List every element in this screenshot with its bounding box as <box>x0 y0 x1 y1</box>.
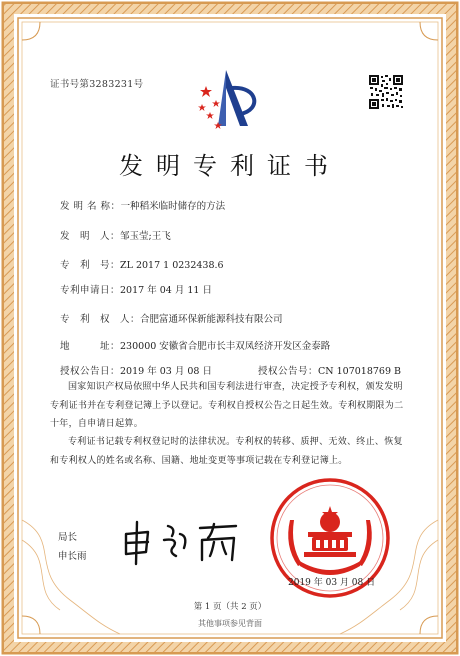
field-address <box>60 338 330 352</box>
field-patent-number <box>60 257 224 271</box>
bottom-note: 其他事项参见背面 <box>198 619 262 628</box>
statement-paragraph-1: 国家知识产权局依照中华人民共和国专利法进行审查，决定授予专利权，颁发发明专利证书并在专利登记簿上予以登记。专利权自授权公告之日起生效。专利权期限为二十年，自申请日起算。 <box>50 382 404 429</box>
field-label: 授权公告日： <box>60 366 121 377</box>
field-value: 2019 年 03 月 08 日 <box>120 366 212 377</box>
cnipa-logo-icon <box>196 66 268 132</box>
field-value: 一种稻米临时储存的方法 <box>120 201 226 212</box>
statement-paragraph-2: 专利证书记载专利权登记时的法律状况。专利权的转移、质押、无效、终止、恢复和专利权人的姓名或名称、国籍、地址变更等事项记载在专利登记簿上。 <box>50 437 403 466</box>
field-value: ZL 2017 1 0232438.6 <box>120 260 224 271</box>
field-label: 发 明 名 称： <box>60 201 121 212</box>
field-patentee <box>60 311 283 325</box>
field-label: 发 明 人： <box>60 231 121 242</box>
field-label: 授权公告号： <box>258 366 319 377</box>
field-label: 专 利 权 人： <box>60 314 141 325</box>
certificate-number: 证书号第3283231号 <box>50 79 144 90</box>
field-value: 230000 安徽省合肥市长丰双凤经济开发区金泰路 <box>120 341 331 352</box>
field-grant-date <box>60 363 212 377</box>
field-label: 专利申请日： <box>60 285 121 296</box>
signatory-name: 申长雨 <box>58 551 87 562</box>
field-label: 专 利 号： <box>60 260 121 271</box>
handwritten-signature-icon <box>118 516 246 566</box>
field-value: 2017 年 04 月 11 日 <box>120 285 212 296</box>
seal-date: 2019 年 03 月 08 日 <box>288 578 376 588</box>
field-grant-number <box>258 363 401 377</box>
field-value: 邹玉莹;王飞 <box>120 231 171 242</box>
field-label: 地 址： <box>60 341 121 352</box>
qr-code-icon <box>368 74 404 110</box>
page-indicator: 第 1 页（共 2 页） <box>193 602 267 612</box>
field-application-date <box>60 282 212 296</box>
field-inventor <box>60 228 171 242</box>
signatory-title: 局长 <box>58 532 78 543</box>
field-value: 合肥富通环保新能源科技有限公司 <box>140 314 283 325</box>
certificate-title: 发明专利证书 <box>119 152 341 180</box>
field-value: CN 107018769 B <box>318 366 402 377</box>
field-invention-name <box>60 198 225 212</box>
